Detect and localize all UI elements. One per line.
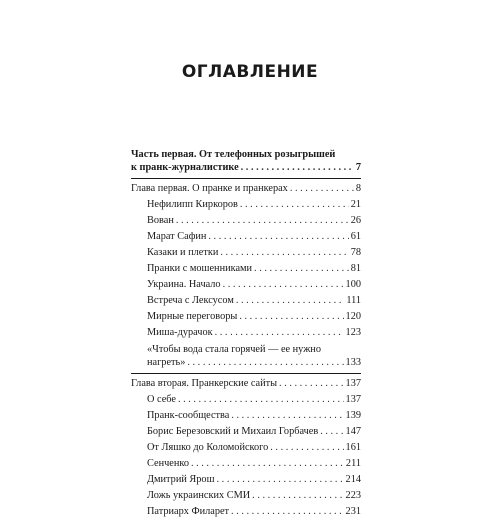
- toc-entry[interactable]: [131, 261, 361, 277]
- toc-entry-page: 21: [350, 199, 361, 210]
- toc-entry-page: 7: [355, 162, 361, 173]
- dot-leader: [254, 261, 349, 277]
- toc-entry-label: Вован: [147, 215, 174, 226]
- toc-entry-label: Пранки с мошенниками: [147, 263, 253, 274]
- toc-entry-page: 100: [345, 279, 361, 290]
- toc-entry-page: 61: [350, 231, 361, 242]
- toc-entry-label: нагреть»: [147, 357, 186, 368]
- toc-entry-label: Нефилипп Киркоров: [147, 199, 238, 210]
- toc-entry[interactable]: [131, 488, 361, 504]
- dot-leader: [223, 277, 344, 293]
- dot-leader: [252, 488, 343, 504]
- dot-leader: [279, 376, 344, 392]
- toc-entry-page: 26: [350, 215, 361, 226]
- toc-entry-label: О себе: [147, 394, 176, 405]
- toc-entry-label: Патриарх Филарет: [147, 506, 230, 517]
- toc-entry[interactable]: [131, 504, 361, 520]
- toc-entry-label: Миша-дурачок: [147, 327, 213, 338]
- toc-entry-page: 137: [345, 394, 361, 405]
- toc-entry-label: Глава вторая. Пранкерские сайты: [131, 378, 278, 389]
- dot-leader: [191, 456, 344, 472]
- toc-entry[interactable]: [131, 355, 361, 371]
- dot-leader: [270, 440, 343, 456]
- toc-entry[interactable]: [131, 245, 361, 261]
- dot-leader: [215, 325, 344, 341]
- dot-leader: [187, 355, 343, 371]
- dot-leader: [240, 197, 349, 213]
- toc-entry-page: 81: [350, 263, 361, 274]
- toc-entry-chapter-2[interactable]: [131, 376, 361, 392]
- divider: [131, 178, 361, 179]
- divider: [131, 373, 361, 374]
- dot-leader: [217, 472, 344, 488]
- toc-entry[interactable]: [131, 456, 361, 472]
- dot-leader: [208, 229, 348, 245]
- toc-entry-page: 139: [345, 410, 361, 421]
- part-heading-line-1: Часть первая. От телефонных розыгрышей: [131, 149, 336, 160]
- dot-leader: [178, 392, 344, 408]
- dot-leader: [231, 408, 343, 424]
- toc-entry-label: От Ляшко до Коломойского: [147, 442, 269, 453]
- toc-entry-page: 8: [355, 183, 361, 194]
- toc-entry-page: 214: [345, 474, 361, 485]
- toc-entry-page: 120: [345, 311, 361, 322]
- table-of-contents: [131, 149, 361, 520]
- toc-entry[interactable]: [131, 197, 361, 213]
- dot-leader: [290, 181, 354, 197]
- toc-entry[interactable]: [131, 325, 361, 341]
- toc-entry-chapter-1[interactable]: [131, 181, 361, 197]
- toc-entry[interactable]: [131, 213, 361, 229]
- toc-entry-page: 111: [346, 295, 361, 306]
- toc-entry-page: 211: [345, 458, 361, 469]
- toc-entry-label: Украина. Начало: [147, 279, 221, 290]
- toc-entry[interactable]: [131, 293, 361, 309]
- toc-entry-part-1[interactable]: [131, 160, 361, 176]
- toc-entry-page: 78: [350, 247, 361, 258]
- toc-entry-page: 231: [345, 506, 361, 517]
- toc-entry[interactable]: [131, 277, 361, 293]
- dot-leader: [320, 424, 343, 440]
- toc-entry-label: Мирные переговоры: [147, 311, 238, 322]
- toc-entry-page: 161: [345, 442, 361, 453]
- toc-entry-page: 137: [345, 378, 361, 389]
- toc-entry[interactable]: [131, 472, 361, 488]
- toc-entry-label: Марат Сафин: [147, 231, 207, 242]
- toc-entry[interactable]: [131, 408, 361, 424]
- toc-entry[interactable]: [131, 424, 361, 440]
- toc-entry-label: Сенченко: [147, 458, 189, 469]
- toc-entry-page: 223: [345, 490, 361, 501]
- toc-entry-page: 147: [345, 426, 361, 437]
- toc-entry-multiline-first: «Чтобы вода стала горячей — ее нужно: [147, 344, 321, 355]
- toc-entry[interactable]: [131, 309, 361, 325]
- toc-entry-label: Глава первая. О пранке и пранкерах: [131, 183, 288, 194]
- toc-entry-label: Дмитрий Ярош: [147, 474, 215, 485]
- toc-entry-label: Казаки и плетки: [147, 247, 219, 258]
- toc-entry[interactable]: [131, 440, 361, 456]
- dot-leader: [220, 245, 348, 261]
- toc-entry-label: Борис Березовский и Михаил Горбачев: [147, 426, 319, 437]
- toc-entry-page: 123: [345, 327, 361, 338]
- toc-entry-label: к пранк-журналистике: [131, 162, 239, 173]
- toc-entry-label: Ложь украинских СМИ: [147, 490, 251, 501]
- dot-leader: [239, 309, 343, 325]
- page-title: ОГЛАВЛЕНИЕ: [181, 62, 319, 82]
- toc-entry-page: 133: [345, 357, 361, 368]
- dot-leader: [241, 160, 354, 176]
- toc-entry-label: Пранк-сообщества: [147, 410, 230, 421]
- dot-leader: [176, 213, 349, 229]
- dot-leader: [231, 504, 344, 520]
- toc-entry[interactable]: [131, 229, 361, 245]
- toc-entry[interactable]: [131, 392, 361, 408]
- toc-entry-label: Встреча с Лексусом: [147, 295, 234, 306]
- dot-leader: [236, 293, 344, 309]
